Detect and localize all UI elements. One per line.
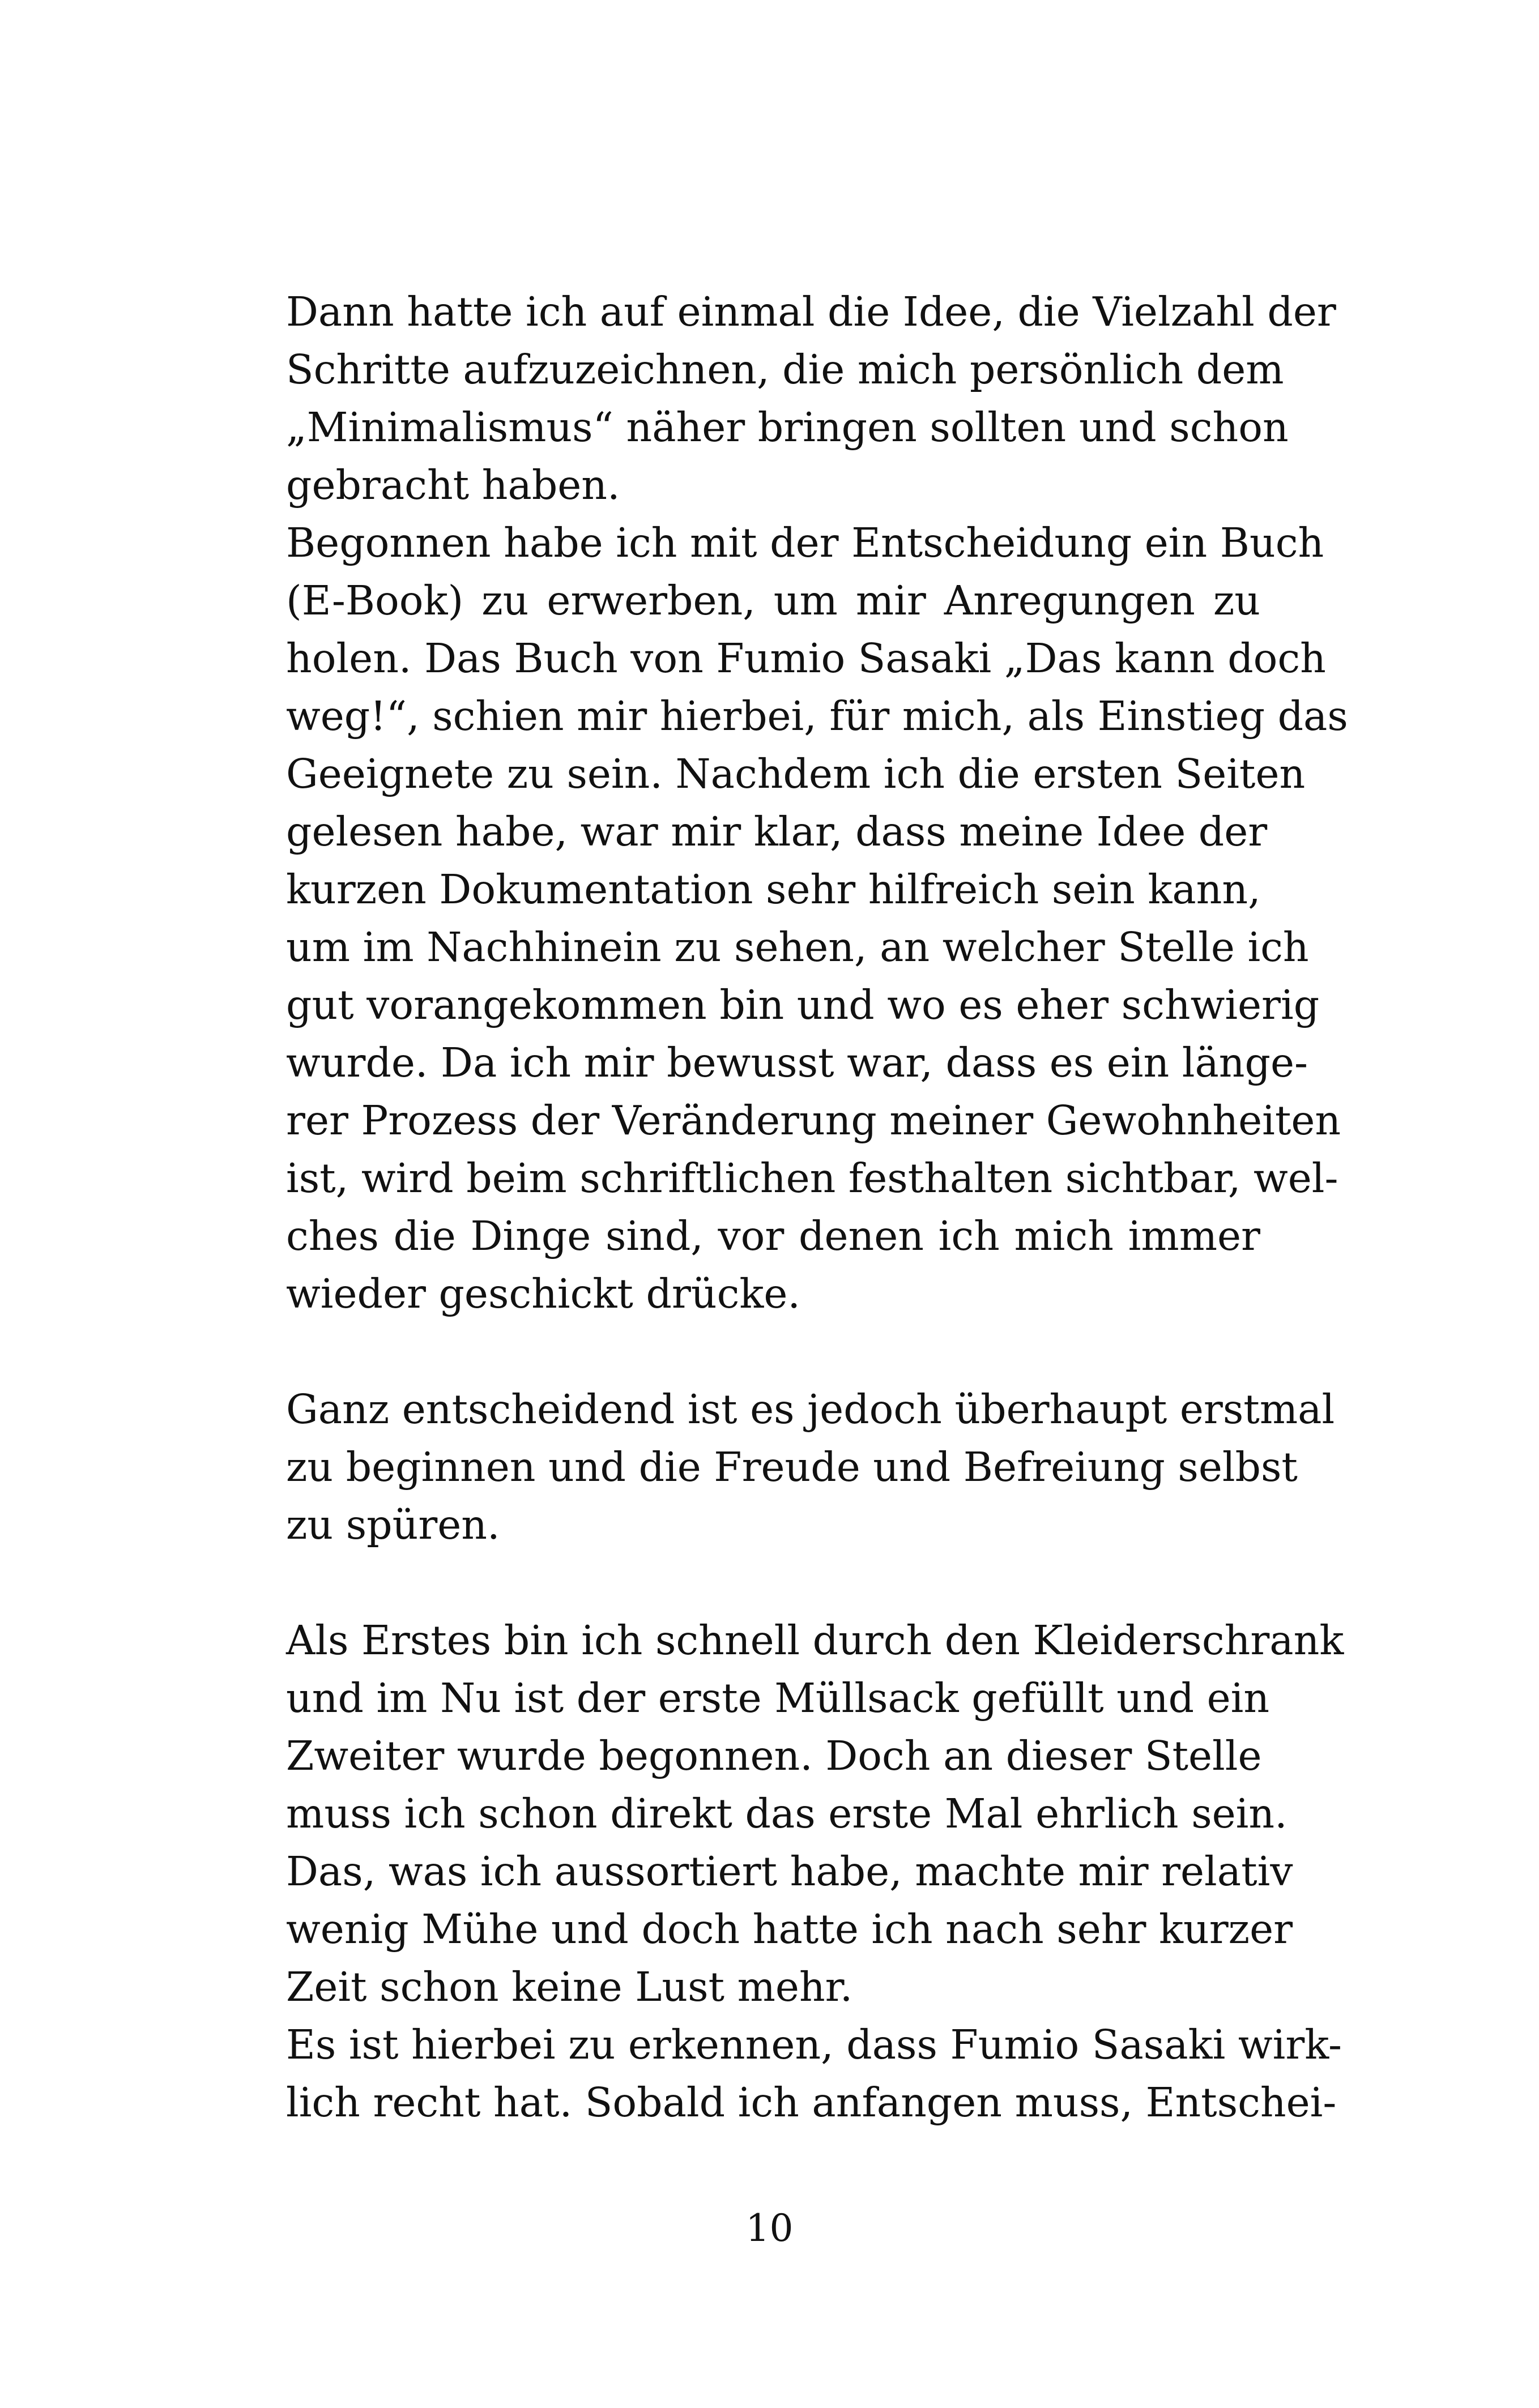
text-line: zu beginnen und die Freude und Befreiung selbst xyxy=(286,1444,1298,1491)
text-line: wieder geschickt drücke. xyxy=(286,1270,800,1317)
text-line: gebracht haben. xyxy=(286,462,620,509)
text-line: kurzen Dokumentation sehr hilfreich sein kann, xyxy=(286,866,1261,913)
text-line: gelesen habe, war mir klar, dass meine Idee der xyxy=(286,808,1268,855)
text-line: weg!“, schien mir hierbei, für mich, als Einstieg das xyxy=(286,693,1348,740)
text-line: ist, wird beim schriftlichen festhalten sichtbar, wel- xyxy=(286,1155,1338,1202)
text-line: zu spüren. xyxy=(286,1501,500,1548)
text-line: holen. Das Buch von Fumio Sasaki „Das kann doch xyxy=(286,635,1326,682)
text-line: „Minimalismus“ näher bringen sollten und schon xyxy=(286,404,1289,451)
text-line: muss ich schon direkt das erste Mal ehrlich sein. xyxy=(286,1790,1288,1837)
page-number: 10 xyxy=(745,2206,794,2250)
text-line: Zeit schon keine Lust mehr. xyxy=(286,1963,853,2010)
text-line: und im Nu ist der erste Müllsack gefüllt und ein xyxy=(286,1675,1270,1722)
text-line: (E-Book) zu erwerben, um mir Anregungen zu xyxy=(286,577,1260,624)
text-line: Zweiter wurde begonnen. Doch an dieser Stelle xyxy=(286,1732,1262,1779)
text-line: lich recht hat. Sobald ich anfangen muss, Entschei- xyxy=(286,2079,1337,2126)
paragraph-gap xyxy=(286,1323,1260,1381)
text-line: Geeignete zu sein. Nachdem ich die ersten Seiten xyxy=(286,750,1306,797)
text-line: ches die Dinge sind, vor denen ich mich immer xyxy=(286,1212,1260,1259)
text-line: Das, was ich aussortiert habe, machte mir relativ xyxy=(286,1848,1293,1895)
text-line: wenig Mühe und doch hatte ich nach sehr kurzer xyxy=(286,1906,1293,1953)
text-line: Dann hatte ich auf einmal die Idee, die Vielzahl der xyxy=(286,288,1336,335)
text-line: gut vorangekommen bin und wo es eher schwierig xyxy=(286,981,1320,1028)
paragraph-gap xyxy=(286,1554,1260,1612)
body-text xyxy=(286,283,1348,2132)
text-line: Schritte aufzuzeichnen, die mich persönlich dem xyxy=(286,346,1284,393)
text-line: um im Nachhinein zu sehen, an welcher Stelle ich xyxy=(286,924,1309,971)
text-line: rer Prozess der Veränderung meiner Gewohnheiten xyxy=(286,1097,1341,1144)
text-line: Ganz entscheidend ist es jedoch überhaupt erstmal xyxy=(286,1386,1335,1433)
text-line: Als Erstes bin ich schnell durch den Kleiderschrank xyxy=(286,1617,1344,1664)
text-line: Es ist hierbei zu erkennen, dass Fumio Sasaki wirk- xyxy=(286,2021,1342,2068)
text-line: wurde. Da ich mir bewusst war, dass es ein länge- xyxy=(286,1039,1308,1086)
text-line: Begonnen habe ich mit der Entscheidung ein Buch xyxy=(286,519,1324,566)
